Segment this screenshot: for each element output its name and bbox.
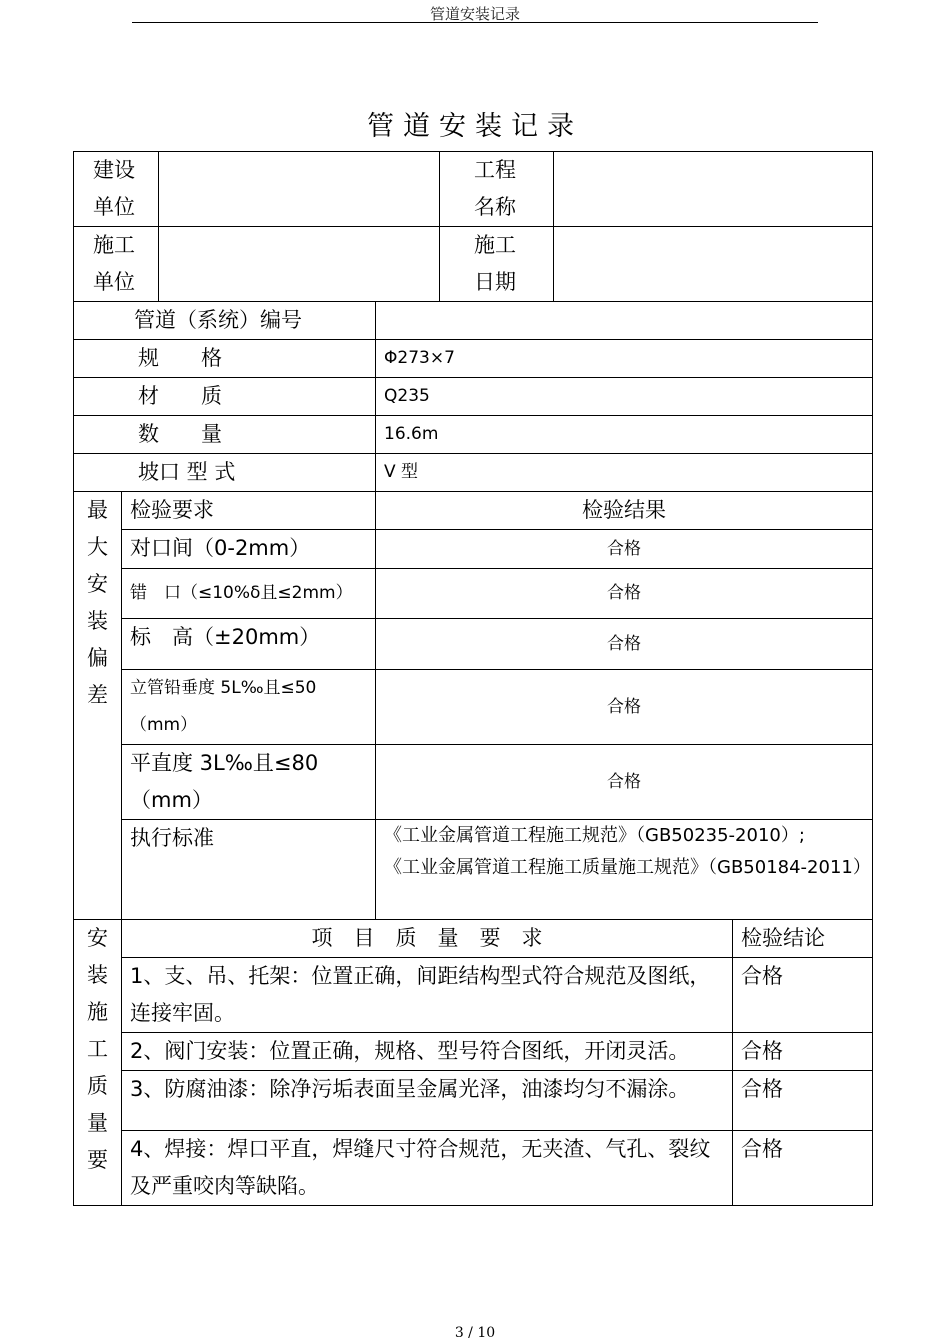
quality-item-4: 4、焊接：焊口平直，焊缝尺寸符合规范，无夹渣、气孔、裂纹及严重咬肉等缺陷。 xyxy=(122,1131,733,1206)
conclusion-header: 检验结论 xyxy=(733,920,873,958)
contractor-label: 施工 单位 xyxy=(74,227,159,302)
result-straightness[interactable]: 合格 xyxy=(376,745,873,820)
requirement-header: 检验要求 xyxy=(122,492,376,530)
requirement-misalignment: 错 口（≤10%δ且≤2mm） xyxy=(122,569,376,619)
document-title: 管道安装记录 xyxy=(367,111,583,142)
requirement-elevation: 标 高（±20mm） xyxy=(122,619,376,670)
conclusion-1[interactable]: 合格 xyxy=(733,958,873,1033)
result-elevation[interactable]: 合格 xyxy=(376,619,873,670)
requirement-straightness: 平直度 3L‰且≤80（mm） xyxy=(122,745,376,820)
requirement-gap: 对口间（0-2mm） xyxy=(122,530,376,569)
result-header: 检验结果 xyxy=(376,492,873,530)
standard-text xyxy=(376,820,873,920)
result-gap[interactable]: 合格 xyxy=(376,530,873,569)
standard-label: 执行标准 xyxy=(122,820,376,920)
deviation-section-label: 最 大 安 装 偏 差 xyxy=(74,492,122,920)
quality-item-3: 3、防腐油漆：除净污垢表面呈金属光泽，油漆均匀不漏涂。 xyxy=(122,1071,733,1131)
project-value[interactable] xyxy=(554,152,873,227)
standard-line-2: 《工业金属管道工程施工质量施工规范》（GB50184-2011） xyxy=(384,857,871,878)
owner-label: 建设 单位 xyxy=(74,152,159,227)
material-label: 材 质 xyxy=(74,378,376,416)
page-number: 3 / 10 xyxy=(454,1325,496,1341)
quality-item-2: 2、阀门安装：位置正确，规格、型号符合图纸，开闭灵活。 xyxy=(122,1033,733,1071)
quantity-label: 数 量 xyxy=(74,416,376,454)
date-label: 施工 日期 xyxy=(440,227,554,302)
date-value[interactable] xyxy=(554,227,873,302)
system-number-value[interactable] xyxy=(376,302,873,340)
standard-line-1: 《工业金属管道工程施工规范》（GB50235-2010）; xyxy=(384,825,805,846)
material-value[interactable]: Q235 xyxy=(376,378,873,416)
conclusion-3[interactable]: 合格 xyxy=(733,1071,873,1131)
quality-section-label: 安 装 施 工 质 量 要 xyxy=(74,920,122,1206)
conclusion-2[interactable]: 合格 xyxy=(733,1033,873,1071)
installation-record-table xyxy=(73,151,873,1206)
header-rule xyxy=(132,22,818,23)
running-header: 管道安装记录 xyxy=(429,5,520,23)
quantity-value[interactable]: 16.6m xyxy=(376,416,873,454)
conclusion-4[interactable]: 合格 xyxy=(733,1131,873,1206)
quality-items-header: 项 目 质 量 要 求 xyxy=(122,920,733,958)
system-number-label: 管道（系统）编号 xyxy=(74,302,376,340)
quality-item-1: 1、支、吊、托架：位置正确，间距结构型式符合规范及图纸，连接牢固。 xyxy=(122,958,733,1033)
spec-value[interactable]: Φ273×7 xyxy=(376,340,873,378)
project-label: 工程 名称 xyxy=(440,152,554,227)
spec-label: 规 格 xyxy=(74,340,376,378)
owner-value[interactable] xyxy=(159,152,440,227)
groove-type-value[interactable]: V 型 xyxy=(376,454,873,492)
requirement-verticality: 立管铅垂度 5L‰且≤50（mm） xyxy=(122,670,376,745)
contractor-value[interactable] xyxy=(159,227,440,302)
groove-type-label: 坡口 型 式 xyxy=(74,454,376,492)
result-misalignment[interactable]: 合格 xyxy=(376,569,873,619)
result-verticality[interactable]: 合格 xyxy=(376,670,873,745)
